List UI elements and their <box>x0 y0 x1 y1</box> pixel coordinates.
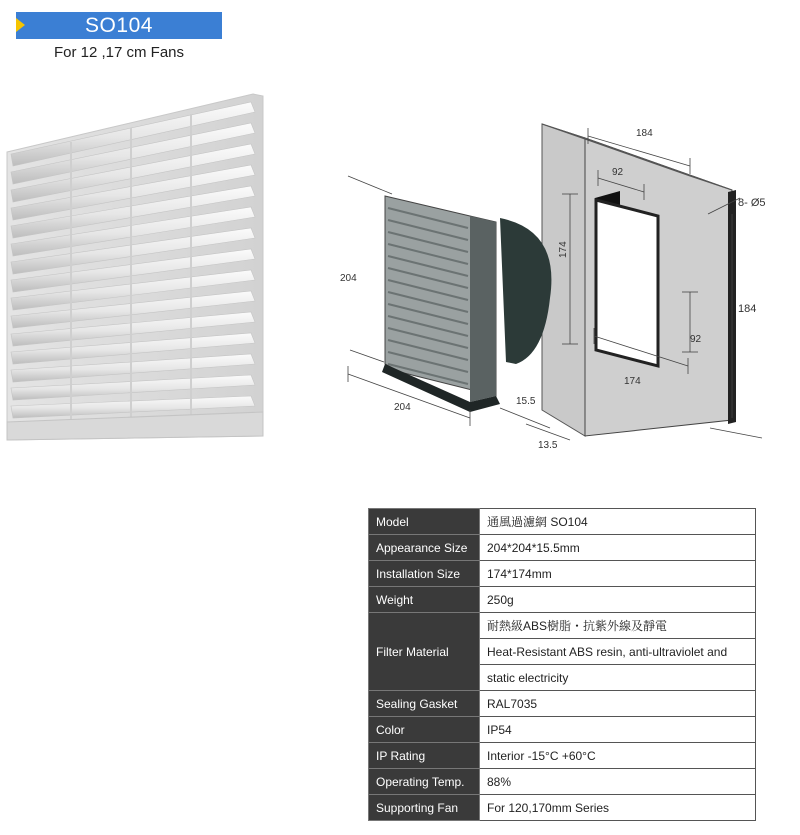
row-value: 174*174mm <box>480 561 756 587</box>
row-value: 耐熱級ABS樹脂・抗紫外線及靜電 <box>480 613 756 639</box>
dim-filter-height: 204 <box>340 273 357 284</box>
dim-filter-width: 204 <box>394 402 411 413</box>
dimension-drawing <box>330 118 770 458</box>
row-label: Filter Material <box>369 613 480 691</box>
row-value: 88% <box>480 769 756 795</box>
row-value: 204*204*15.5mm <box>480 535 756 561</box>
table-row <box>369 587 756 613</box>
row-label: Appearance Size <box>369 535 480 561</box>
row-label: Installation Size <box>369 561 480 587</box>
row-value: Heat-Resistant ABS resin, anti-ultraviolet and <box>480 639 756 665</box>
product-title: SO104 <box>85 14 153 37</box>
row-value: static electricity <box>480 665 756 691</box>
dim-side-height: 184 <box>738 303 757 315</box>
table-row <box>369 509 756 535</box>
row-value: Interior -15°C +60°C <box>480 743 756 769</box>
table-row <box>369 613 756 639</box>
dim-outer-width: 184 <box>636 128 653 139</box>
table-row <box>369 561 756 587</box>
dim-depth: 15.5 <box>516 396 536 407</box>
row-value: For 120,170mm Series <box>480 795 756 821</box>
table-row <box>369 743 756 769</box>
dim-gasket: 13.5 <box>538 440 558 451</box>
dim-inner-height: 92 <box>690 334 702 345</box>
product-photo <box>5 90 273 450</box>
spec-table <box>368 508 756 821</box>
row-label: Operating Temp. <box>369 769 480 795</box>
table-row <box>369 717 756 743</box>
product-subtitle: For 12 ,17 cm Fans <box>53 44 185 61</box>
row-value: 250g <box>480 587 756 613</box>
row-label: Supporting Fan <box>369 795 480 821</box>
table-row <box>369 795 756 821</box>
row-label: Sealing Gasket <box>369 691 480 717</box>
row-value: 通風過濾網 SO104 <box>480 509 756 535</box>
table-row <box>369 535 756 561</box>
table-row <box>369 691 756 717</box>
title-bar <box>16 12 222 39</box>
row-value: IP54 <box>480 717 756 743</box>
dim-hole: 8- Ø5 <box>738 197 766 209</box>
dim-opening-width: 174 <box>624 376 641 387</box>
dim-inner-width: 92 <box>612 167 624 178</box>
table-row <box>369 769 756 795</box>
row-label: IP Rating <box>369 743 480 769</box>
row-value: RAL7035 <box>480 691 756 717</box>
row-label: Model <box>369 509 480 535</box>
dim-opening-height: 174 <box>558 241 569 258</box>
row-label: Color <box>369 717 480 743</box>
row-label: Weight <box>369 587 480 613</box>
